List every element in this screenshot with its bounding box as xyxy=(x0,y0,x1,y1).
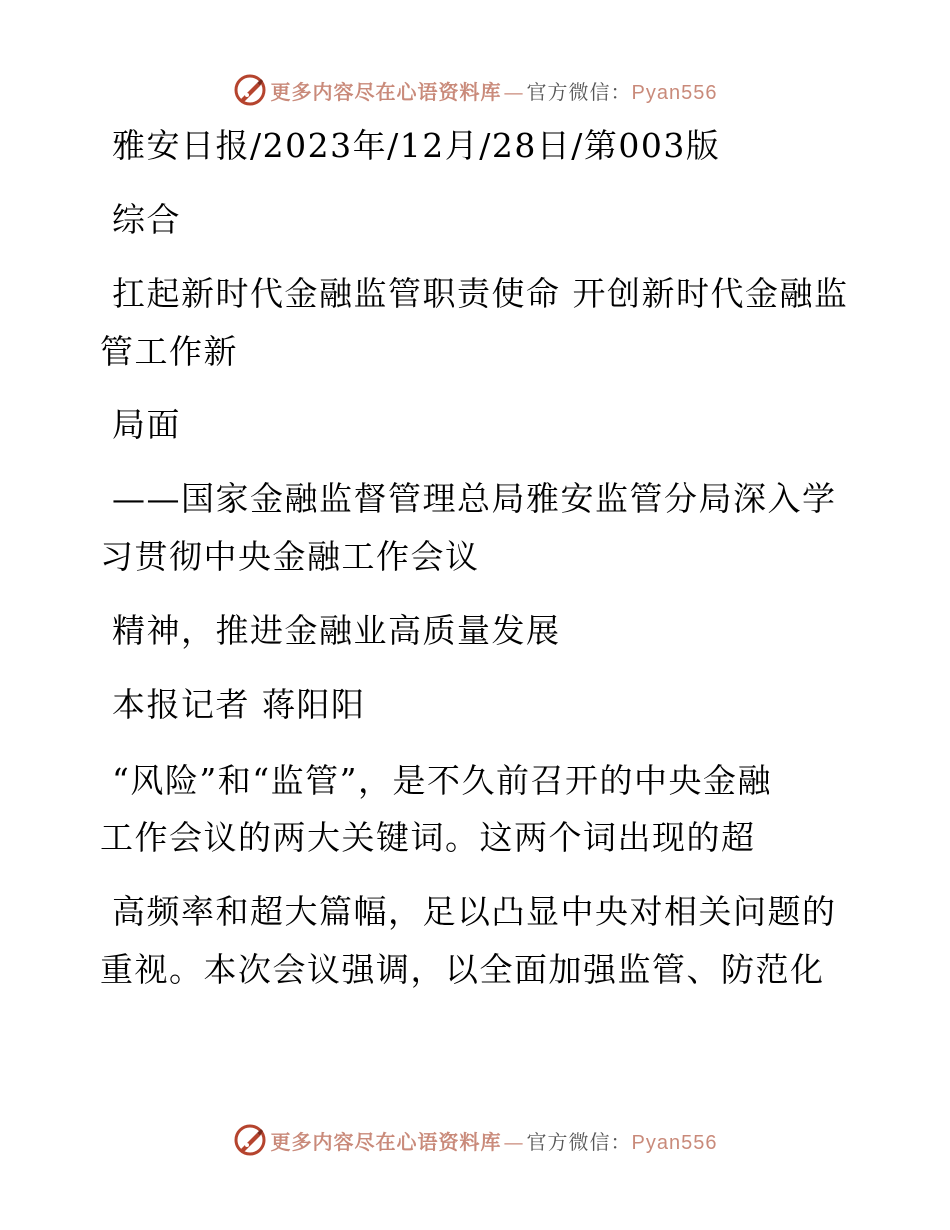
section-label: 综合 xyxy=(100,200,181,239)
subtitle-line-3: 精神，推进金融业高质量发展 xyxy=(100,611,561,650)
watermark-header xyxy=(0,70,950,110)
watermark-main-text: 更多内容尽在心语资料库 xyxy=(270,79,502,104)
watermark-wechat-id: Pyan556 xyxy=(631,81,718,104)
fountain-pen-badge-icon xyxy=(233,73,267,107)
article-title-line-3: 局面 xyxy=(100,405,181,444)
subtitle-line-2: 习贯彻中央金融工作会议 xyxy=(100,537,480,576)
watermark-wechat-id: Pyan556 xyxy=(631,1131,718,1154)
article-title-line-1: 扛起新时代金融监管职责使命 开创新时代金融监 xyxy=(100,274,849,313)
watermark-footer xyxy=(0,1120,950,1160)
newspaper-dateline: 雅安日报/2023年/12月/28日/第003版 xyxy=(100,126,721,165)
paragraph-line-4: 重视。本次会议强调，以全面加强监管、防范化 xyxy=(100,950,825,989)
watermark-separator: — xyxy=(503,1129,525,1154)
paragraph-line-1: “风险”和“监管”，是不久前召开的中央金融 xyxy=(100,761,772,800)
watermark-official-text: 官方微信 xyxy=(526,79,611,104)
reporter-byline: 本报记者 蒋阳阳 xyxy=(100,685,366,724)
watermark-colon: ： xyxy=(610,79,632,104)
watermark-separator: — xyxy=(503,79,525,104)
article-title-line-2: 管工作新 xyxy=(100,332,238,371)
watermark-colon: ： xyxy=(610,1129,632,1154)
fountain-pen-badge-icon xyxy=(233,1123,267,1157)
paragraph-line-2: 工作会议的两大关键词。这两个词出现的超 xyxy=(100,818,756,857)
paragraph-line-3: 高频率和超大篇幅，足以凸显中央对相关问题的 xyxy=(100,892,837,931)
watermark-official-text: 官方微信 xyxy=(526,1129,611,1154)
subtitle-line-1: ——国家金融监督管理总局雅安监管分局深入学 xyxy=(100,479,837,518)
watermark-main-text: 更多内容尽在心语资料库 xyxy=(270,1129,502,1154)
